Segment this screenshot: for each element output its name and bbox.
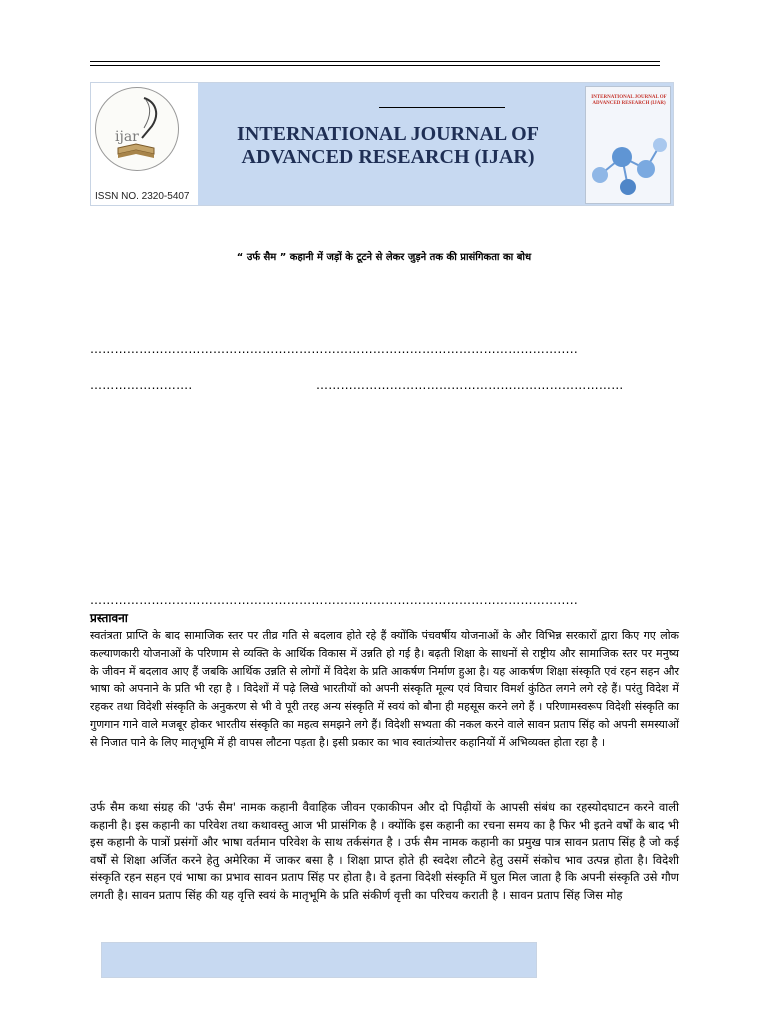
footer-banner	[101, 942, 537, 978]
journal-title-line1: INTERNATIONAL JOURNAL OF	[237, 123, 539, 145]
intro-paragraph-2	[90, 799, 679, 905]
intro-paragraph-1-text: स्वतंत्रता प्राप्ति के बाद सामाजिक स्तर पर तीव्र गति से बदलाव होते रहे हैं क्योंकि पंचवर्षीय योजनाओं के और विभिन्न सरकारों द्वारा किए गए लोक कल्याणकारी योजनाओं के परिणाम से व्यक्ति के आर्थिक विकास में उन्नति हो गई है। बढ़ती शिक्षा के साधनों से राष्ट्रीय और सामाजिक स्तर पर मनुष्य के जीवन में बदलाव आए हैं जबकि आर्थिक उन्नति से लोगों में विदेश के प्रति आकर्षण निर्माण हुआ है। यह आकर्षण शिक्षा संस्कृति एवं रहन सहन और भाषा को अपनाने के प्रति भी रहा है । विदेशों में पढ़े लिखे भारतीयों को अपनी संस्कृति मूल्य एवं विचार विमर्श कुंठित लगने लगे रहे हैं। परंतु विदेश में रहकर तथा विदेशी संस्कृति के अनुकरण से भी वे पूरी तरह अन्य संस्कृति में स्वयं को बौना ही महसूस करने लगे हैं । परिणामस्वरूप विदेशी संस्कृति का गुणगान गाने वाले मजबूर होकर भारतीय संस्कृति का महत्व समझने लगे हैं। विदेशी सभ्यता की नकल करने वाले सावन प्रताप सिंह को अपनी समस्याओं से निजात पाने के लिए मातृभूमि में ही वापस लौटना पड़ता है। इसी प्रकार का भाव स्वातंत्र्योत्तर कहानियों में अभिव्यक्त होता रहा है ।	[90, 629, 679, 749]
article-title: “ उर्फ सैम ” कहानी में जड़ों के टूटने से लेकर जुड़ने तक की प्रासंगिकता का बोध	[236, 252, 532, 263]
logo-text: ijar	[115, 129, 139, 145]
journal-title	[203, 123, 573, 169]
dotted-line-2-left: …………………….	[90, 378, 193, 392]
journal-header-banner	[90, 82, 674, 206]
dotted-line-2-right: …………………………………………………………………	[316, 378, 624, 392]
cover-title: INTERNATIONAL JOURNAL OF ADVANCED RESEARCH (IJAR)	[591, 95, 667, 106]
intro-paragraph-2-text: उर्फ सैम कथा संग्रह की 'उर्फ सैम' नामक कहानी वैवाहिक जीवन एकाकीपन और दो पिढ़ीयों के आपसी संबंध का रहस्योदघाटन करने वाली कहानी है। इस कहानी का परिवेश तथा कथावस्तु आज भी प्रासंगिक है । क्योंकि इस कहानी का रचना समय का है फिर भी इतने वर्षों के बाद भी इस कहानी के पात्रों प्रसंगों और भाषा वर्तमान परिवेश के साथ तर्कसंगत है । उर्फ सैम नामक कहानी का प्रमुख पात्र सावन प्रताप सिंह है जो कई वर्षों से शिक्षा अर्जित करने हेतु अमेरिका में जाकर बसा है । शिक्षा प्राप्त होते ही स्वदेश लौटने हेतु उसमें संकोच भाव उत्पन्न होता है। विदेशी संस्कृति रहन सहन एवं भाषा का प्रभाव सावन प्रताप सिंह पर होता है। वे इतना विदेशी संस्कृति में घुल मिल जाता है कि अपनी संस्कृति उसे गौण लगती है। सावन प्रताप सिंह की यह वृत्ति स्वयं के मातृभूमि के प्रति संकीर्ण वृत्ती का परिचय कराती है । सावन प्रताप सिंह जिस मोह	[90, 800, 679, 902]
header-divider	[379, 107, 505, 108]
top-rule-second	[90, 65, 660, 66]
top-rule	[90, 61, 660, 62]
journal-title-line2: ADVANCED RESEARCH (IJAR)	[241, 146, 535, 168]
journal-cover-thumbnail	[585, 86, 671, 204]
dotted-line-1: …………………………………………………………………………………………………….....	[90, 342, 578, 356]
intro-paragraph-1	[90, 627, 679, 752]
dotted-line-3: …………………………………………………………………………………………………….....	[90, 593, 578, 607]
section-heading: प्रस्तावना	[90, 611, 128, 625]
molecule-image	[586, 125, 670, 204]
issn-number: ISSN NO. 2320-5407	[95, 191, 190, 202]
journal-logo	[91, 83, 198, 205]
